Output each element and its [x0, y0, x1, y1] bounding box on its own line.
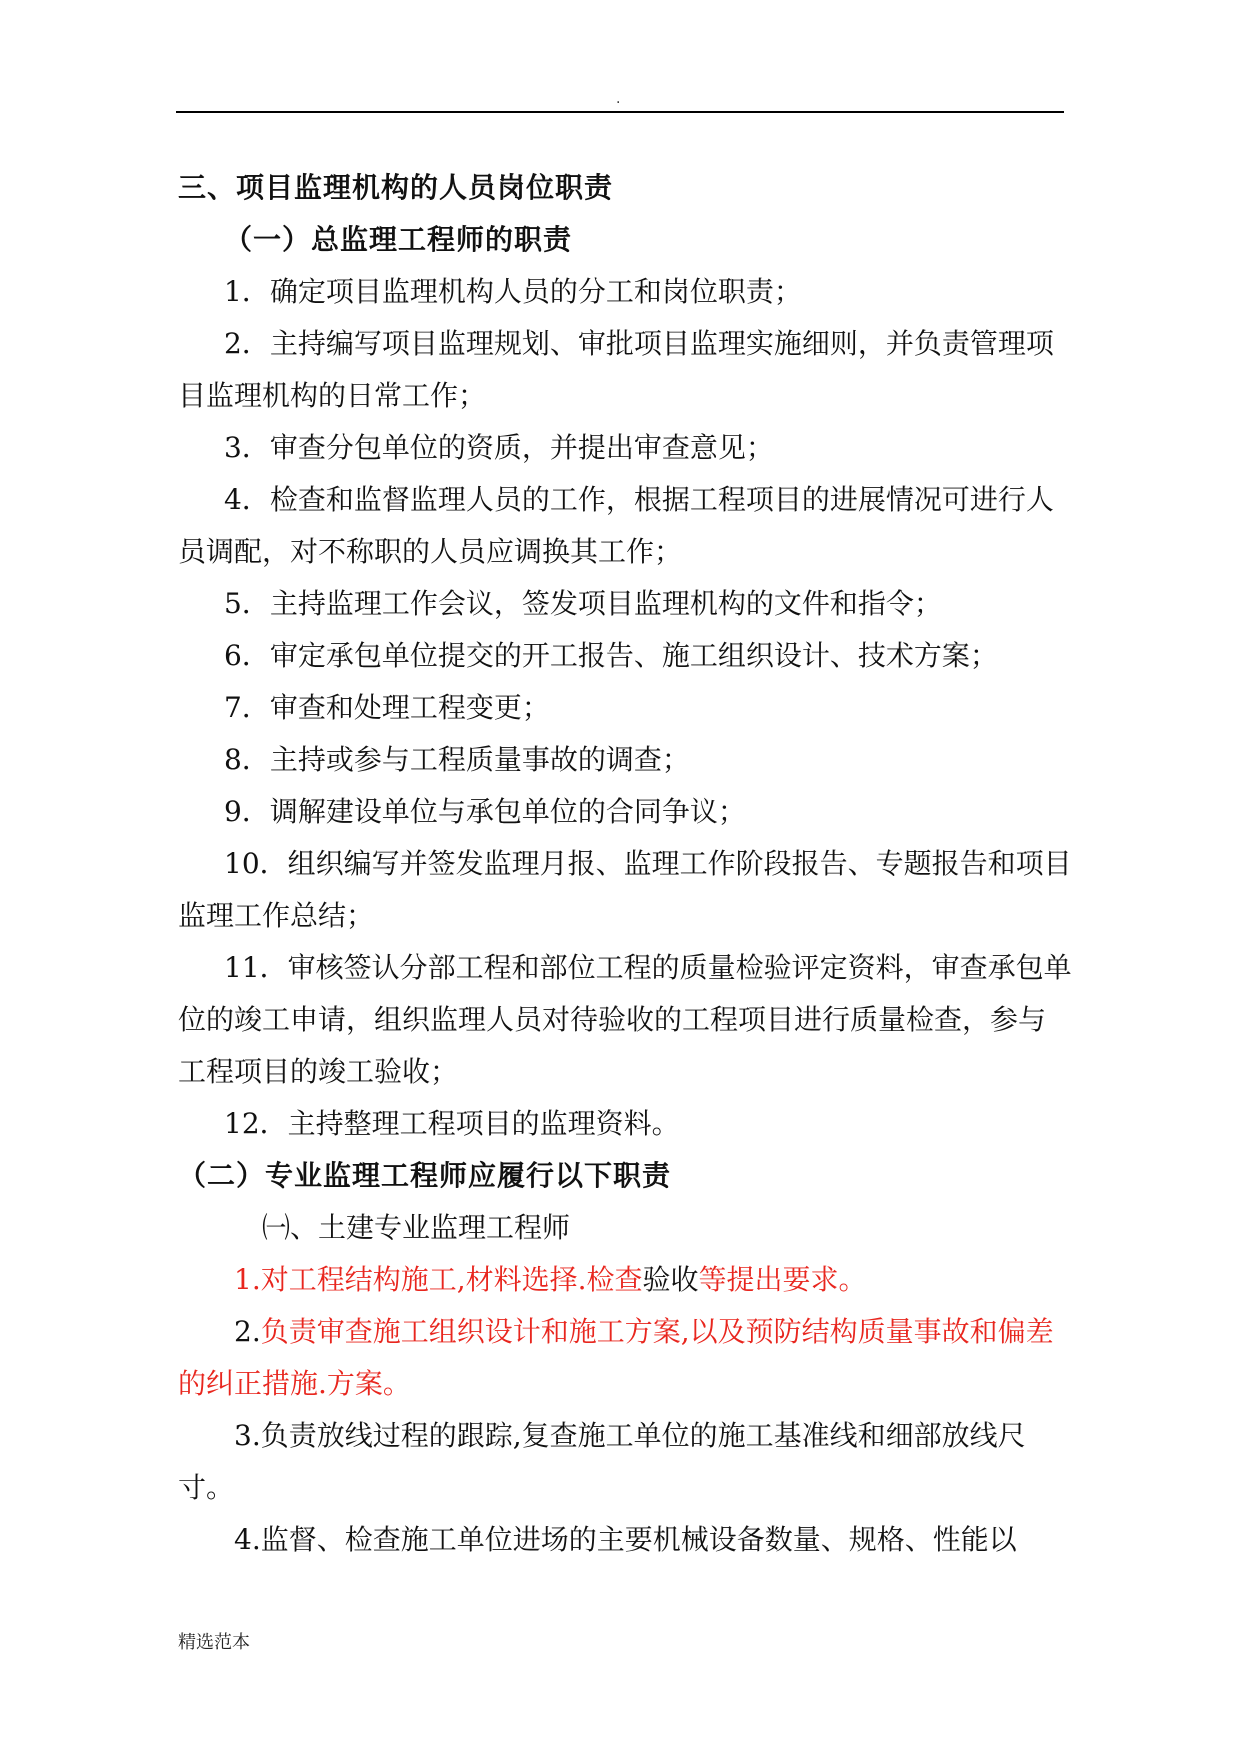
chief-duty-11: 11．审核签认分部工程和部位工程的质量检验评定资料，审查承包单位的竣工申请，组织监理人员对待验收的工程项目进行质量检查，参与工程项目的竣工验收； [178, 951, 1072, 1088]
civil-duty-1-red-a: 1.对工程结构施工,材料选择.检查 [234, 1263, 643, 1296]
chief-duty-12: 12．主持整理工程项目的监理资料。 [224, 1107, 680, 1140]
chief-duty-5: 5．主持监理工作会议，签发项目监理机构的文件和指令； [224, 587, 942, 620]
section-title: 三、项目监理机构的人员岗位职责 [178, 171, 614, 204]
chief-duty-6: 6．审定承包单位提交的开工报告、施工组织设计、技术方案； [224, 639, 998, 672]
chief-duty-2: 2．主持编写项目监理规划、审批项目监理实施细则，并负责管理项目监理机构的日常工作； [178, 327, 1054, 412]
footer-text: 精选范本 [178, 1632, 250, 1653]
chief-duty-9: 9．调解建设单位与承包单位的合同争议； [224, 795, 746, 828]
civil-duty-1 [178, 1254, 1072, 1306]
header-rule [176, 111, 1064, 113]
chief-duty-7: 7．审查和处理工程变更； [224, 691, 550, 724]
civil-engineer-subheading: ㈠、土建专业监理工程师 [262, 1211, 571, 1244]
chief-duty-3: 3．审查分包单位的资质，并提出审查意见； [224, 431, 774, 464]
header-marker: . [616, 91, 621, 107]
civil-duty-1-black: 验收 [642, 1263, 699, 1296]
civil-duty-4: 4.监督、检查施工单位进场的主要机械设备数量、规格、性能以 [234, 1523, 1017, 1556]
chief-duty-8: 8．主持或参与工程质量事故的调查； [224, 743, 690, 776]
specialist-engineer-heading: （二）专业监理工程师应履行以下职责 [178, 1159, 672, 1192]
civil-duty-2-text: 负责审查施工组织设计和施工方案,以及预防结构质量事故和偏差的纠正措施.方案。 [178, 1315, 1054, 1400]
chief-duty-1: 1．确定项目监理机构人员的分工和岗位职责； [224, 275, 802, 308]
civil-duty-1-red-b: 等提出要求。 [698, 1263, 867, 1296]
civil-duty-2 [178, 1306, 1072, 1410]
document-body [178, 162, 1072, 1566]
chief-duty-4: 4．检查和监督监理人员的工作，根据工程项目的进展情况可进行人员调配，对不称职的人员应调换其工作； [178, 483, 1054, 568]
civil-duty-2-number: 2. [234, 1315, 261, 1348]
civil-duty-3: 3.负责放线过程的跟踪,复查施工单位的施工基准线和细部放线尺寸。 [178, 1419, 1026, 1504]
chief-engineer-heading: （一）总监理工程师的职责 [224, 223, 573, 256]
chief-duty-10: 10．组织编写并签发监理月报、监理工作阶段报告、专题报告和项目监理工作总结； [178, 847, 1072, 932]
